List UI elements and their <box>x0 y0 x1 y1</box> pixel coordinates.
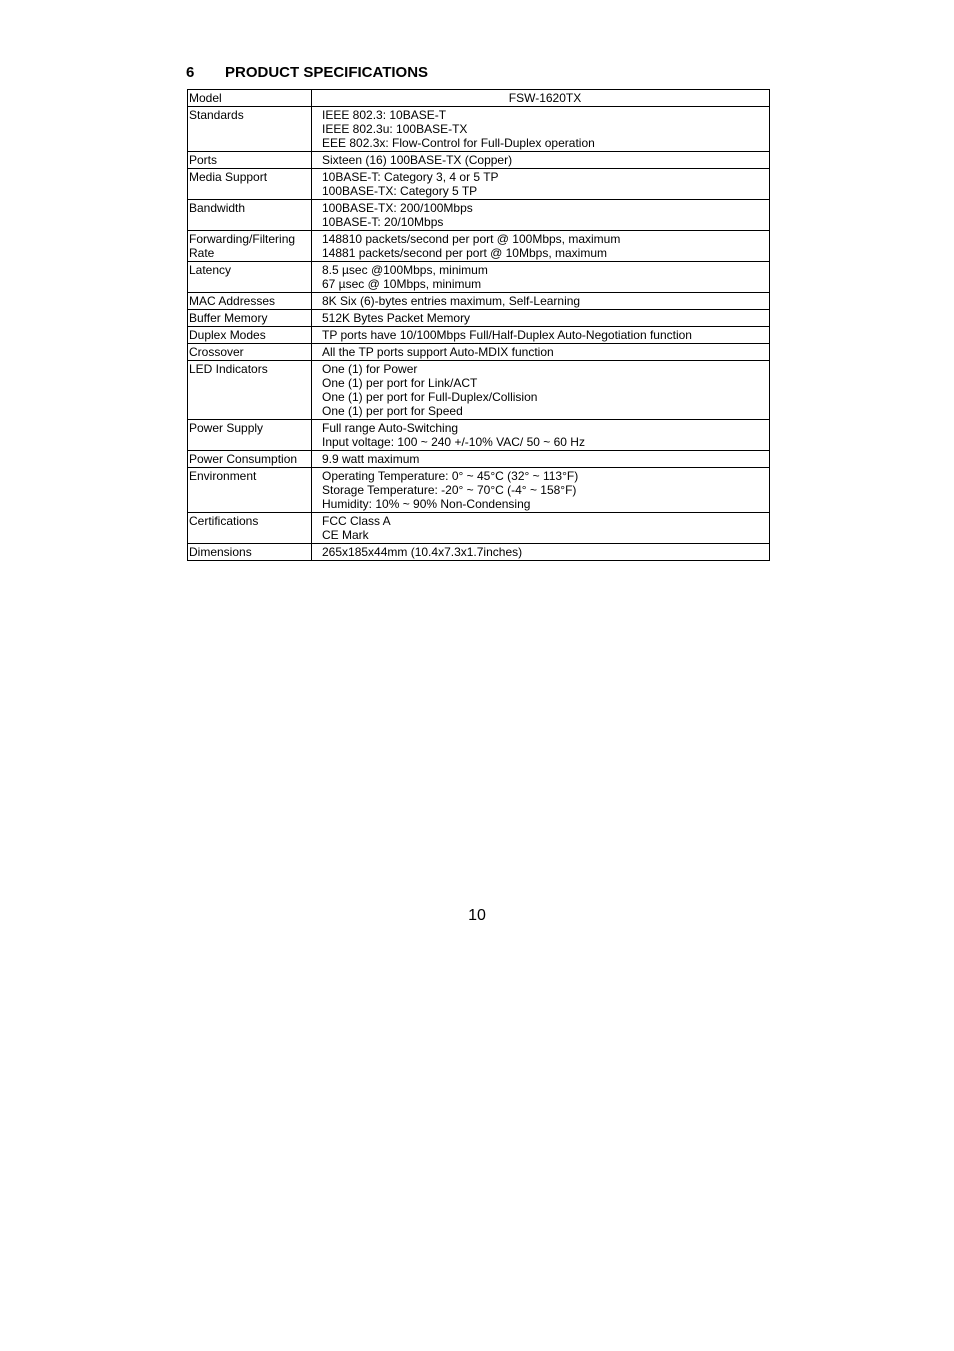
spec-value-line: 14881 packets/second per port @ 10Mbps, maximum <box>322 246 607 260</box>
spec-value-line: 10BASE-T: Category 3, 4 or 5 TP <box>322 170 499 184</box>
spec-value-line: CE Mark <box>322 528 369 542</box>
spec-label: Environment <box>188 468 312 513</box>
spec-value <box>312 420 770 451</box>
spec-value <box>312 107 770 152</box>
spec-value-line: 8K Six (6)-bytes entries maximum, Self-Learning <box>322 294 581 308</box>
spec-value-line: 265x185x44mm (10.4x7.3x1.7inches) <box>322 545 523 559</box>
spec-value-line: IEEE 802.3: 10BASE-T <box>322 108 447 122</box>
table-row <box>188 262 770 293</box>
spec-label: Bandwidth <box>188 200 312 231</box>
spec-value <box>312 293 770 310</box>
spec-label: Certifications <box>188 513 312 544</box>
spec-value <box>312 327 770 344</box>
spec-label: Ports <box>188 152 312 169</box>
table-row <box>188 90 770 107</box>
spec-label: Power Supply <box>188 420 312 451</box>
spec-label: Forwarding/Filtering Rate <box>188 231 312 262</box>
spec-value-line: 67 µsec @ 10Mbps, minimum <box>322 277 482 291</box>
spec-value-line: 100BASE-TX: 200/100Mbps <box>322 201 473 215</box>
spec-value-line: Operating Temperature: 0° ~ 45°C (32° ~ 113°F) <box>322 469 579 483</box>
table-row <box>188 231 770 262</box>
spec-label: Duplex Modes <box>188 327 312 344</box>
table-row <box>188 169 770 200</box>
section-title: PRODUCT SPECIFICATIONS <box>225 64 429 81</box>
page-number: 10 <box>468 907 486 924</box>
table-row <box>188 513 770 544</box>
spec-value <box>312 468 770 513</box>
section-number: 6 <box>186 64 195 81</box>
spec-value <box>312 544 770 561</box>
spec-value-line: 8.5 µsec @100Mbps, minimum <box>322 263 488 277</box>
spec-value-line: One (1) per port for Speed <box>322 404 463 418</box>
section-heading <box>186 64 428 81</box>
spec-value-line: FCC Class A <box>322 514 391 528</box>
spec-label: Media Support <box>188 169 312 200</box>
spec-value-line: EEE 802.3x: Flow-Control for Full-Duplex operation <box>322 136 595 150</box>
table-row <box>188 468 770 513</box>
spec-value-line: 9.9 watt maximum <box>322 452 420 466</box>
spec-value <box>312 344 770 361</box>
spec-value-line: Sixteen (16) 100BASE-TX (Copper) <box>322 153 513 167</box>
spec-label: Dimensions <box>188 544 312 561</box>
spec-label: LED Indicators <box>188 361 312 420</box>
spec-table <box>187 89 770 561</box>
spec-value <box>312 200 770 231</box>
spec-value <box>312 361 770 420</box>
spec-value <box>312 513 770 544</box>
table-row <box>188 200 770 231</box>
spec-value-line: One (1) per port for Link/ACT <box>322 376 478 390</box>
spec-value-line: Input voltage: 100 ~ 240 +/-10% VAC/ 50 ~ 60 Hz <box>322 435 585 449</box>
table-row <box>188 420 770 451</box>
spec-label: Buffer Memory <box>188 310 312 327</box>
spec-table-body <box>188 90 770 561</box>
spec-value-line: TP ports have 10/100Mbps Full/Half-Duplex Auto-Negotiation function <box>322 328 692 342</box>
table-row <box>188 361 770 420</box>
spec-value <box>312 310 770 327</box>
table-row <box>188 107 770 152</box>
spec-label: MAC Addresses <box>188 293 312 310</box>
spec-value <box>312 262 770 293</box>
spec-value <box>312 90 770 107</box>
table-row <box>188 152 770 169</box>
spec-value-line: IEEE 802.3u: 100BASE-TX <box>322 122 468 136</box>
spec-value <box>312 169 770 200</box>
spec-value <box>312 231 770 262</box>
table-row <box>188 327 770 344</box>
spec-value-line: Storage Temperature: -20° ~ 70°C (-4° ~ 158°F) <box>322 483 577 497</box>
spec-value-line: Humidity: 10% ~ 90% Non-Condensing <box>322 497 531 511</box>
spec-value-line: 100BASE-TX: Category 5 TP <box>322 184 478 198</box>
spec-value-line: 512K Bytes Packet Memory <box>322 311 471 325</box>
spec-value <box>312 451 770 468</box>
table-row <box>188 451 770 468</box>
table-row <box>188 310 770 327</box>
table-row <box>188 544 770 561</box>
spec-value-line: Full range Auto-Switching <box>322 421 459 435</box>
spec-value-line: All the TP ports support Auto-MDIX function <box>322 345 554 359</box>
spec-label: Latency <box>188 262 312 293</box>
spec-value-line: 10BASE-T: 20/10Mbps <box>322 215 444 229</box>
spec-value <box>312 152 770 169</box>
spec-value-line: One (1) per port for Full-Duplex/Collision <box>322 390 538 404</box>
spec-value-line: 148810 packets/second per port @ 100Mbps, maximum <box>322 232 621 246</box>
spec-value-line: FSW-1620TX <box>508 91 582 105</box>
table-row <box>188 293 770 310</box>
spec-label: Crossover <box>188 344 312 361</box>
table-row <box>188 344 770 361</box>
spec-value-line: One (1) for Power <box>322 362 418 376</box>
spec-label: Model <box>188 90 312 107</box>
spec-label: Standards <box>188 107 312 152</box>
spec-label: Power Consumption <box>188 451 312 468</box>
